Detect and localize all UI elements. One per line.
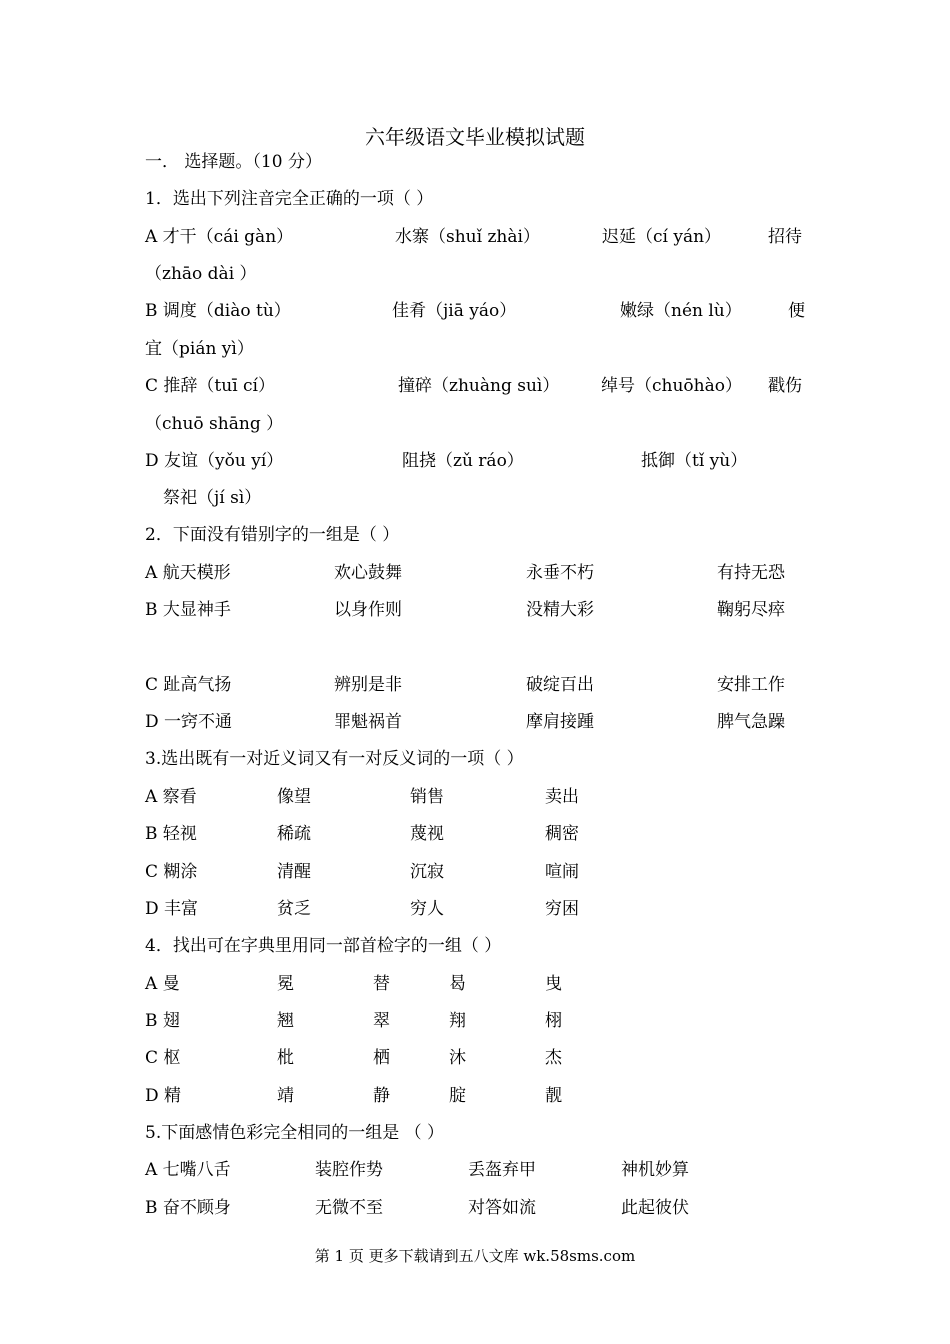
option-text: 永垂不朽 (526, 563, 594, 583)
option-text: C 枢 (145, 1048, 181, 1068)
option-text: 沐 (449, 1048, 466, 1068)
option-text: 佳肴（jiā yáo） (392, 301, 517, 321)
option-text: 杰 (545, 1048, 562, 1068)
option-text: 翘 (277, 1011, 294, 1031)
option-text: 稀疏 (277, 824, 311, 844)
option-text: 脾气急躁 (717, 712, 785, 732)
option-text: 冕 (277, 974, 294, 994)
option-text: 装腔作势 (315, 1160, 383, 1180)
option-text: 贫乏 (277, 899, 311, 919)
option-text: 神机妙算 (621, 1160, 689, 1180)
option-text: 水寨（shuǐ zhài） (395, 227, 540, 247)
option-text: 鞠躬尽瘁 (717, 600, 785, 620)
question-2-prompt: 2．下面没有错别字的一组是（ ） (145, 525, 400, 545)
option-text: B 大显神手 (145, 600, 231, 620)
option-text: 欢心鼓舞 (334, 563, 402, 583)
option-text: 丢盔弃甲 (468, 1160, 536, 1180)
option-text: 无微不至 (315, 1198, 383, 1218)
option-text: 清醒 (277, 862, 311, 882)
option-text: 摩肩接踵 (526, 712, 594, 732)
option-text: 阻挠（zǔ ráo） (402, 451, 524, 471)
option-text: 像望 (277, 787, 311, 807)
option-text: 穷困 (545, 899, 579, 919)
option-text: 招待 (768, 227, 802, 247)
option-text: D 一窍不通 (145, 712, 233, 732)
option-text: A 察看 (145, 787, 197, 807)
option-text: 撞碎（zhuàng suì） (398, 376, 560, 396)
option-text: 蔑视 (410, 824, 444, 844)
option-text: B 翅 (145, 1011, 180, 1031)
option-text: C 糊涂 (145, 862, 198, 882)
question-3-prompt: 3.选出既有一对近义词又有一对反义词的一项（ ） (145, 749, 524, 769)
page-footer: 第 1 页 更多下载请到五八文库 wk.58sms.com (314, 1247, 636, 1265)
option-text: D 友谊（yǒu yí） (145, 451, 284, 471)
option-text: B 轻视 (145, 824, 197, 844)
option-text: 翠 (373, 1011, 390, 1031)
option-text: 抵御（tǐ yù） (641, 451, 748, 471)
option-text: 辨别是非 (334, 675, 402, 695)
option-text: C 趾高气扬 (145, 675, 232, 695)
option-text: （zhāo dài ） (145, 264, 257, 284)
option-text: 枇 (277, 1048, 294, 1068)
option-text: 没精大彩 (526, 600, 594, 620)
question-1-prompt: 1．选出下列注音完全正确的一项（ ） (145, 189, 434, 209)
option-text: 安排工作 (717, 675, 785, 695)
option-text: 翔 (449, 1011, 466, 1031)
option-text: 罪魁祸首 (334, 712, 402, 732)
option-text: A 航天模形 (145, 563, 231, 583)
option-text: 销售 (410, 787, 444, 807)
option-text: 曷 (449, 974, 466, 994)
option-text: 替 (373, 974, 390, 994)
option-text: 有持无恐 (717, 563, 785, 583)
option-text: A 曼 (145, 974, 180, 994)
option-text: C 推辞（tuī cí） (145, 376, 275, 396)
option-text: 对答如流 (468, 1198, 536, 1218)
option-text: 卖出 (545, 787, 579, 807)
option-text: （chuō shāng ） (145, 414, 284, 434)
option-text: B 调度（diào tù） (145, 301, 291, 321)
option-text: 栩 (545, 1011, 562, 1031)
section-heading: 一． 选择题。（10 分） (145, 152, 322, 172)
option-text: A 七嘴八舌 (145, 1160, 231, 1180)
option-text: A 才干（cái gàn） (145, 227, 294, 247)
option-text: 绰号（chuōhào） (601, 376, 742, 396)
option-text: 曳 (545, 974, 562, 994)
option-text: 祭祀（jí sì） (163, 488, 262, 508)
option-text: 嫩绿（nén lù） (620, 301, 742, 321)
option-text: 靓 (545, 1086, 562, 1106)
option-text: 静 (373, 1086, 390, 1106)
option-text: 穷人 (410, 899, 444, 919)
option-text: 戳伤 (768, 376, 802, 396)
option-text: D 精 (145, 1086, 182, 1106)
option-text: 腚 (449, 1086, 466, 1106)
option-text: 破绽百出 (526, 675, 594, 695)
option-text: 栖 (373, 1048, 390, 1068)
option-text: 便 (788, 301, 805, 321)
option-text: 此起彼伏 (621, 1198, 689, 1218)
option-text: 靖 (277, 1086, 294, 1106)
option-text: 喧闹 (545, 862, 579, 882)
option-text: 稠密 (545, 824, 579, 844)
question-4-prompt: 4．找出可在字典里用同一部首检字的一组（ ） (145, 936, 502, 956)
option-text: B 奋不顾身 (145, 1198, 231, 1218)
option-text: D 丰富 (145, 899, 199, 919)
option-text: 迟延（cí yán） (602, 227, 722, 247)
option-text: 宜（pián yì） (145, 339, 254, 359)
option-text: 沉寂 (410, 862, 444, 882)
option-text: 以身作则 (334, 600, 402, 620)
question-5-prompt: 5.下面感情色彩完全相同的一组是 （ ） (145, 1123, 445, 1143)
page-title: 六年级语文毕业模拟试题 (365, 125, 585, 149)
